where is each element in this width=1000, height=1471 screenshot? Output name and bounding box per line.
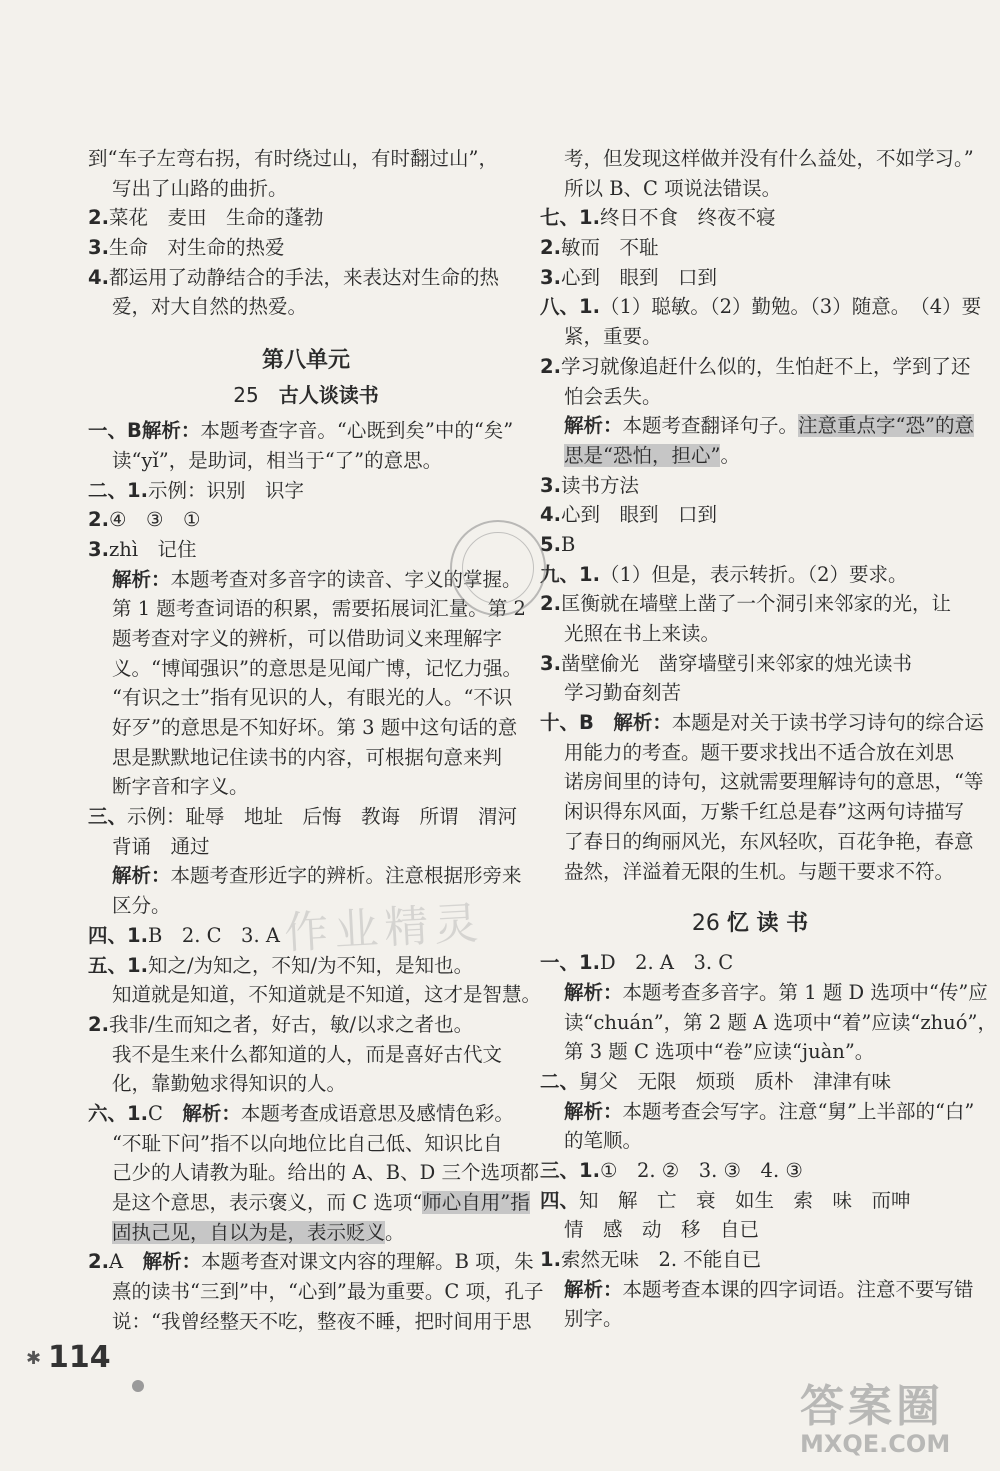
text-line xyxy=(540,649,960,679)
text-line xyxy=(88,1218,524,1248)
line-text: 题考查对字义的辨析，可以借助词义来理解字 xyxy=(112,626,503,650)
text-line xyxy=(88,1040,524,1070)
text-line xyxy=(88,476,524,506)
line-text: 思是默默地记住读书的内容，可根据句意来判 xyxy=(112,745,503,769)
line-text: 到“车子左弯右拐，有时绕过山，有时翻过山”， xyxy=(88,147,498,170)
line-text: 的笔顺。 xyxy=(564,1129,643,1153)
line-text: 本题考查对多音字的读音、字义的掌握。 xyxy=(170,567,522,591)
item-number: 1. xyxy=(540,1248,561,1272)
text-line xyxy=(88,654,524,684)
watermark: 作业精灵 xyxy=(283,897,486,960)
text-line xyxy=(88,1307,532,1337)
line-text: 别字。 xyxy=(564,1307,623,1331)
text-line xyxy=(88,683,524,713)
item-number: 九、1. xyxy=(540,562,600,586)
item-number: 二、 xyxy=(540,1069,580,1093)
text-line xyxy=(540,441,960,471)
text-line xyxy=(540,1245,960,1275)
text-line xyxy=(540,589,960,619)
line-text: B 2. C 3. A xyxy=(147,923,280,947)
line-text: 断字音和字义。 xyxy=(112,775,249,799)
highlighted-text: 固执己见，自以为是，表示贬义 xyxy=(112,1220,386,1244)
item-number: 2. xyxy=(540,354,561,378)
text-line xyxy=(88,416,524,446)
line-text: 我不是生来什么都知道的人，而是喜好古代文 xyxy=(112,1042,503,1066)
text-line xyxy=(88,144,524,174)
text-line xyxy=(88,292,524,322)
item-number: 3. xyxy=(540,473,561,497)
item-number: 2. xyxy=(540,592,561,616)
line-text: 心到 眼到 口到 xyxy=(560,503,717,527)
line-text: 区分。 xyxy=(112,894,171,918)
line-text: 所以 B、C 项说法错误。 xyxy=(564,176,782,200)
text-line xyxy=(540,1215,960,1245)
text-line xyxy=(540,948,960,978)
item-number: 3. xyxy=(540,265,561,289)
text-line xyxy=(540,471,960,501)
line-text: ④ ③ ① xyxy=(108,508,201,532)
page-number: 114 xyxy=(48,1340,111,1375)
text-line xyxy=(540,1126,960,1156)
item-number: 一、1. xyxy=(540,951,600,975)
item-number: 4. xyxy=(540,503,561,527)
text-line xyxy=(540,144,974,174)
item-number: 3. xyxy=(88,236,109,260)
line-text: 写出了山路的曲折。 xyxy=(112,176,288,200)
line-text: 本题考查会写字。注意“舅”上半部的“白” xyxy=(622,1099,975,1123)
text-line xyxy=(540,1304,960,1334)
analysis-label: 解析： xyxy=(112,567,171,591)
text-line xyxy=(88,743,524,773)
text-line xyxy=(88,1069,524,1099)
text-line xyxy=(88,980,542,1010)
analysis-label: 解析： xyxy=(564,980,623,1004)
text-line xyxy=(88,203,524,233)
text-line xyxy=(88,594,524,624)
line-text: 光照在书上来读。 xyxy=(564,622,721,645)
line-text: 第 3 题 C 选项中“卷”应读“juàn”。 xyxy=(564,1040,875,1064)
right-column xyxy=(540,144,997,1334)
line-text: 知道就是知道，不知道就是不知道，这才是智慧。 xyxy=(112,983,542,1007)
line-text: 本题是对关于读书学习诗句的综合运 xyxy=(671,711,984,735)
text-line xyxy=(88,1188,530,1218)
analysis-label: 解析： xyxy=(112,864,171,888)
line-text: 知 解 亡 衰 如生 索 味 而呻 xyxy=(579,1188,911,1212)
text-line xyxy=(540,1097,975,1127)
line-text: 示例：识别 识字 xyxy=(147,478,304,502)
text-line xyxy=(88,1247,534,1277)
text-line xyxy=(88,446,524,476)
line-text: 本题考查字音。“心既到矣”中的“矣” xyxy=(200,419,514,443)
text-line xyxy=(88,861,524,891)
line-text: 。 xyxy=(720,443,740,467)
item-number: 3. xyxy=(540,651,561,675)
line-text: 本题考查多音字。第 1 题 D 选项中“传”应 xyxy=(622,980,988,1004)
text-line xyxy=(88,263,524,293)
text-line xyxy=(540,857,960,887)
line-text: 凿壁偷光 凿穿墙壁引来邻家的烛光读书 xyxy=(560,651,912,675)
line-text: 菜花 麦田 生命的蓬勃 xyxy=(108,206,324,230)
lesson-name: 忆 读 书 xyxy=(726,911,809,937)
analysis-label: 解析： xyxy=(564,1099,623,1123)
lesson-number: 26 xyxy=(691,911,720,937)
text-line xyxy=(540,1156,960,1186)
item-number: 2. xyxy=(88,206,109,230)
logo-text: 答案圈 xyxy=(800,1381,944,1432)
line-text: 背诵 通过 xyxy=(112,834,210,858)
item-number: 五、1. xyxy=(88,953,148,977)
line-text: 熹的读书“三到”中，“心到”最为重要。C 项，孔子 xyxy=(112,1280,544,1304)
line-text: 第 1 题考查词语的积累，需要拓展词汇量。第 2 xyxy=(112,597,526,621)
unit-title: 第八单元 xyxy=(261,348,350,374)
line-text: 本题考查本课的四字词语。注意不要写错 xyxy=(622,1277,974,1301)
item-number: 3. xyxy=(88,537,109,561)
item-number: 一、B xyxy=(88,419,142,443)
line-text: zhì 记住 xyxy=(108,537,197,561)
item-number: 七、1. xyxy=(540,206,600,230)
text-line xyxy=(540,352,971,382)
text-line xyxy=(540,203,960,233)
item-number: 2. xyxy=(88,508,109,532)
text-line xyxy=(540,411,974,441)
text-line xyxy=(540,233,960,263)
text-line xyxy=(540,530,960,560)
highlighted-text: 注意重点字“恐”的意 xyxy=(798,414,974,438)
text-line xyxy=(540,382,960,412)
text-line xyxy=(540,292,982,322)
line-text: 本题考查成语意思及感情色彩。 xyxy=(240,1101,514,1125)
highlighted-text: 思是“恐怕，担心” xyxy=(564,443,721,467)
line-text: 情 感 动 移 自已 xyxy=(564,1218,760,1242)
line-text: 都运用了动静结合的手法，来表达对生命的热 xyxy=(108,265,499,289)
text-line xyxy=(88,1277,544,1307)
text-line xyxy=(540,263,960,293)
line-text: 紧，重要。 xyxy=(564,325,662,349)
line-text: A xyxy=(108,1250,143,1274)
item-number: 4. xyxy=(88,265,109,289)
text-line xyxy=(88,832,524,862)
text-line xyxy=(540,560,960,590)
line-text: 舅父 无限 烦琐 质朴 津津有味 xyxy=(579,1069,892,1093)
text-line xyxy=(540,767,984,797)
star-icon: ✱ xyxy=(26,1348,42,1369)
text-line xyxy=(540,797,964,827)
line-text: 考，但发现这样做并没有什么益处，不如学习。” xyxy=(564,147,974,170)
line-text: 本题考查翻译句子。 xyxy=(622,414,799,438)
line-text: 学习就像追赶什么似的，生怕赶不上，学到了还 xyxy=(560,354,971,378)
text-line xyxy=(540,827,974,857)
item-number: 5. xyxy=(540,532,561,556)
lesson-number: 25 xyxy=(233,383,259,408)
line-text: 盎然，洋溢着无限的生机。与题干要求不符。 xyxy=(564,859,955,883)
line-text: 了春日的绚丽风光，东风轻吹，百花争艳，春意 xyxy=(564,829,974,853)
line-text: 诺房间里的诗句，这就需要理解诗句的意思，“等 xyxy=(564,770,984,794)
site-logo xyxy=(800,1370,990,1465)
stamp-seal xyxy=(450,520,546,616)
line-text: D 2. A 3. C xyxy=(599,951,734,975)
line-text: “有识之士”指有见识的人，有眼光的人。“不识 xyxy=(112,686,513,710)
text-line xyxy=(88,1099,524,1129)
analysis-label: 解析： xyxy=(182,1101,241,1125)
text-line xyxy=(540,500,960,530)
line-text: 读“yǐ”，是助词，相当于“了”的意思。 xyxy=(112,448,443,472)
item-number: 三、1. xyxy=(540,1159,600,1182)
line-text: （1）但是，表示转折。（2）要求。 xyxy=(599,562,908,586)
line-text: 匡衡就在墙壁上凿了一个洞引来邻家的光，让 xyxy=(560,592,951,616)
line-text: 读“chuán”，第 2 题 A 选项中“着”应读“zhuó”， xyxy=(564,1010,997,1034)
text-line xyxy=(88,624,524,654)
line-text: （1）聪敏。（2）勤勉。（3）随意。 （4）要 xyxy=(599,295,982,319)
analysis-label: 解析： xyxy=(141,419,201,443)
line-text: 己少的人请教为耻。给出的 A、B、D 三个选项都 xyxy=(112,1161,539,1185)
line-text: 知之/为知之，不知/为不知，是知也。 xyxy=(147,953,474,977)
line-text: 本题考查形近字的辨析。注意根据形旁来 xyxy=(170,864,522,888)
line-text: 生命 对生命的热爱 xyxy=(108,236,285,260)
analysis-label: 解析： xyxy=(564,1277,623,1301)
text-line xyxy=(540,619,960,649)
line-text: 是这个意思，表示褒义，而 C 选项“ xyxy=(112,1191,423,1214)
text-line xyxy=(88,772,524,802)
line-text: 终日不食 终夜不寝 xyxy=(599,206,776,230)
text-line xyxy=(540,322,960,352)
line-text: 本题考查对课文内容的理解。B 项，朱 xyxy=(201,1250,534,1274)
dot-icon xyxy=(132,1380,144,1392)
line-text: 好歹”的意思是不知好坏。第 3 题中这句话的意 xyxy=(112,716,518,739)
analysis-label: 解析： xyxy=(142,1250,202,1274)
line-text: 敏而 不耻 xyxy=(560,236,659,260)
line-text: 爱，对大自然的热爱。 xyxy=(112,295,308,319)
left-column xyxy=(88,144,544,1336)
line-text: 学习勤奋刻苦 xyxy=(564,681,682,705)
text-line xyxy=(88,505,524,535)
line-text: 怕会丢失。 xyxy=(564,384,662,408)
text-line xyxy=(88,174,524,204)
line-text: 化，靠勤勉求得知识的人。 xyxy=(112,1072,347,1096)
item-number: 2. xyxy=(540,236,561,260)
line-text: “不耻下问”指不以向地位比自己低、知识比自 xyxy=(112,1131,503,1155)
text-line xyxy=(88,802,524,832)
text-line xyxy=(88,233,524,263)
line-text: 我非/生而知之者，好古，敏/以求之者也。 xyxy=(108,1012,474,1036)
text-line xyxy=(540,1275,974,1305)
item-number: 八、1. xyxy=(540,295,600,319)
text-line xyxy=(540,1067,960,1097)
line-text: 索然无味 2. 不能自已 xyxy=(560,1248,762,1272)
line-text: 用能力的考查。题干要求找出不适合放在刘思 xyxy=(564,740,955,764)
text-line xyxy=(540,1037,960,1067)
line-text: B xyxy=(560,532,576,556)
text-line xyxy=(540,978,988,1008)
item-number: 二、1. xyxy=(88,478,148,502)
text-line xyxy=(540,678,960,708)
line-text: 义。“博闻强识”的意思是见闻广博，记忆力强。 xyxy=(112,656,522,680)
line-text: C xyxy=(147,1101,183,1125)
text-line xyxy=(88,713,524,743)
highlighted-text: 师心自用”指 xyxy=(422,1191,530,1214)
item-number: 三、 xyxy=(88,805,128,829)
text-line xyxy=(88,1158,539,1188)
lesson-title xyxy=(540,904,960,944)
line-text: 心到 眼到 口到 xyxy=(560,265,717,289)
text-line xyxy=(540,1186,960,1216)
item-number: 六、1. xyxy=(88,1101,148,1125)
item-number: 十、B xyxy=(540,711,614,735)
line-text: 闲识得东风面，万紫千红总是春”这两句诗描写 xyxy=(564,800,964,824)
line-text: 示例：耻辱 地址 后悔 教诲 所谓 渭河 xyxy=(127,805,518,829)
lesson-title xyxy=(88,378,524,412)
text-line xyxy=(540,1008,997,1038)
text-line xyxy=(540,708,984,738)
text-line xyxy=(540,738,960,768)
item-number: 四、1. xyxy=(88,923,148,947)
item-number: 2. xyxy=(88,1250,109,1274)
text-line xyxy=(88,1129,524,1159)
analysis-label: 解析： xyxy=(564,414,623,438)
logo-url: MXQE.COM xyxy=(800,1430,951,1458)
text-line xyxy=(540,174,960,204)
lesson-name: 古人谈读书 xyxy=(278,383,379,408)
line-text: ① 2. ② 3. ③ 4. ③ xyxy=(599,1159,803,1182)
line-text: 读书方法 xyxy=(560,473,639,497)
item-number: 2. xyxy=(88,1012,109,1036)
line-text: 说：“我曾经整天不吃，整夜不睡，把时间用于思 xyxy=(112,1309,532,1333)
text-line xyxy=(88,1010,524,1040)
line-text: 。 xyxy=(385,1220,405,1244)
analysis-label: 解析： xyxy=(613,711,672,735)
page-footer xyxy=(26,1340,111,1375)
item-number: 四、 xyxy=(540,1188,580,1212)
